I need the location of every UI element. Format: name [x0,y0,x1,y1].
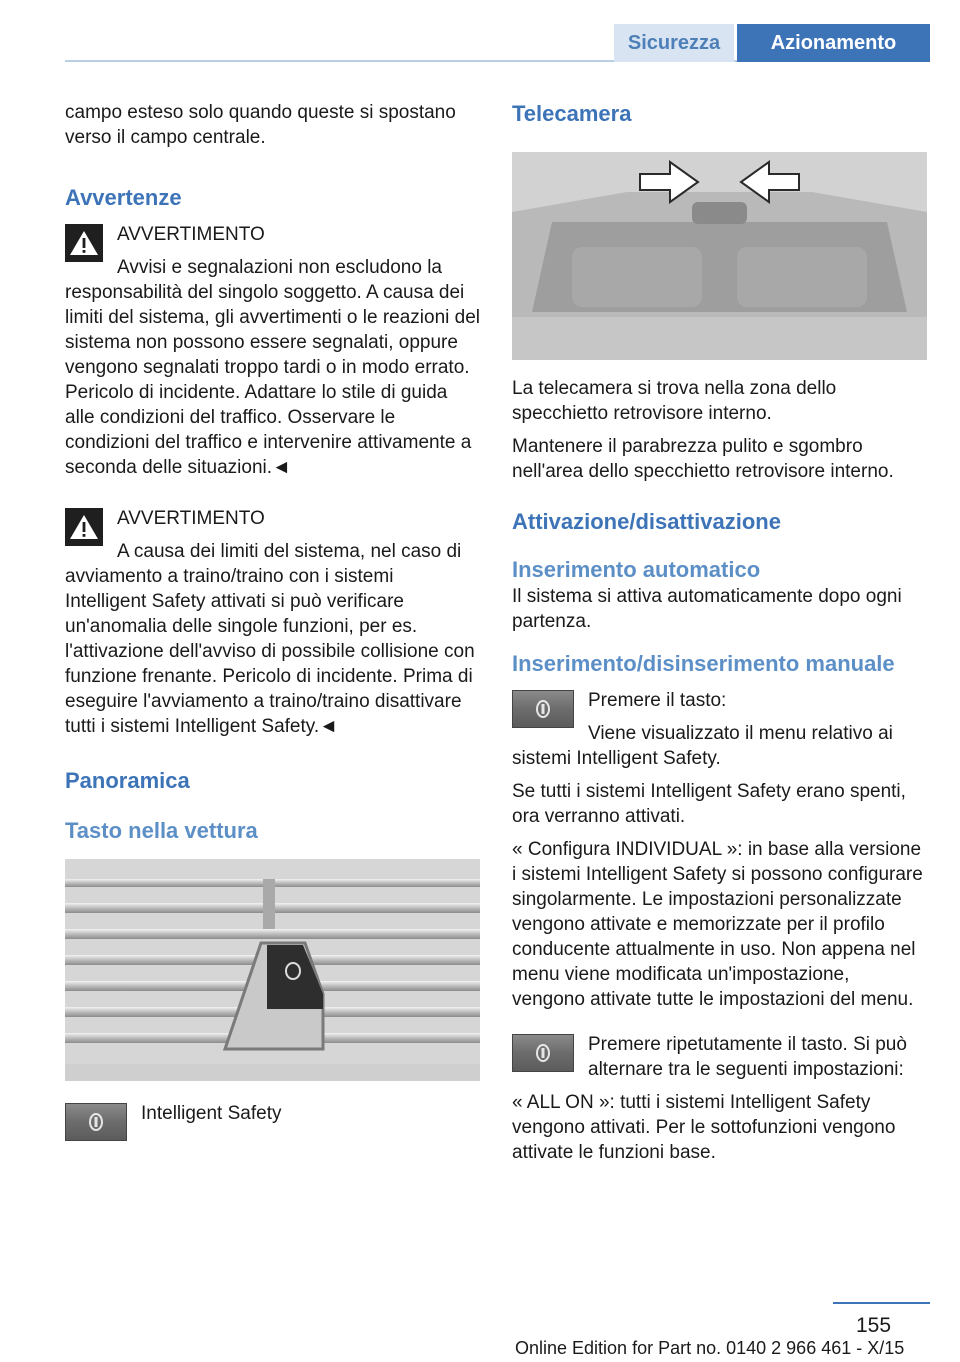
intelligent-safety-button-icon [512,1034,574,1072]
camera-paragraph-1: La telecamera si trova nella zona dello specchietto retrovisore interno. [512,378,837,424]
warning-2-body: A causa dei limiti del sistema, nel caso di avviamento a traino/traino con i sistemi Intelligent Safety attivati si può verificare un'anomalia delle singole funzioni, per es. l'attivazione dell'avviso di possibile collisione con funzione frenante. Pericolo di incidente. Prima di eseguire l'avviamento a traino/traino disattivare tutti i sistemi Intelligent Safety.◄ [65,541,475,737]
intro-paragraph: campo esteso solo quando queste si spostano verso il campo centrale. [65,102,456,148]
button-photo [65,859,480,1081]
tab-azionamento[interactable]: Azionamento [737,24,930,62]
warning-block-1 [65,222,480,480]
button-legend [65,1101,480,1145]
manual-block [512,688,927,771]
intelligent-safety-button-icon [512,690,574,728]
warning-1-title: AVVERTIMENTO [117,224,265,245]
manual-paragraph-2: Se tutti i sistemi Intelligent Safety erano spenti, ora verranno attivati. [512,781,906,827]
repeat-press-text: Premere ripetutamente il tasto. Si può alternare tra le seguenti impostazioni: [588,1034,907,1080]
warning-triangle-icon [65,224,103,262]
heading-avvertenze: Avvertenze [65,185,182,210]
repeat-block [512,1032,927,1090]
intelligent-safety-button-icon [65,1103,127,1141]
right-column [512,100,927,1173]
footer-rule [833,1302,930,1304]
manual-paragraph-3: « Configura INDIVIDUAL »: in base alla versione i sistemi Intelligent Safety si possono configurare singolarmente. Le impostazioni personalizzate vengono attivate e memorizzate per il profilo conducente attualmente in uso. Non appena nel menu viene modificata un'impostazione, vengono attivate tutte le impostazioni del menu. [512,839,923,1010]
warning-1-body: Avvisi e segnalazioni non escludono la responsabilità del singolo soggetto. A causa dei limiti del sistema, gli avvertimenti o le reazioni del sistema non possono essere segnalati, oppure vengono segnalati troppo tardi o in modo errato. Pericolo di incidente. Adattare lo stile di guida alle condizioni del traffico. Osservare le condizioni del traffico e intervenire attivamente a seconda delle situazioni.◄ [65,257,480,478]
edition-footer: Online Edition for Part no. 0140 2 966 461 - X/15 [515,1338,905,1358]
auto-paragraph: Il sistema si attiva automaticamente dopo ogni partenza. [512,586,902,632]
all-on-paragraph: « ALL ON »: tutti i sistemi Intelligent Safety vengono attivati. Per le sottofunzioni vengono attivate le funzioni base. [512,1092,896,1163]
heading-inserimento-automatico: Inserimento automatico [512,557,761,582]
heading-panoramica: Panoramica [65,768,190,793]
manual-menu-text: Viene visualizzato il menu relativo ai sistemi Intelligent Safety. [512,723,893,769]
camera-paragraph-2: Mantenere il parabrezza pulito e sgombro nell'area dello specchietto retrovisore interno. [512,436,894,482]
tab-sicurezza[interactable]: Sicurezza [614,24,734,62]
heading-telecamera: Telecamera [512,101,632,126]
warning-block-2 [65,506,480,739]
camera-photo [512,152,927,360]
page-number: 155 [856,1314,892,1337]
heading-attivazione: Attivazione/disattivazione [512,509,781,534]
warning-triangle-icon [65,508,103,546]
warning-2-title: AVVERTIMENTO [117,508,265,529]
button-caption: Intelligent Safety [141,1103,282,1124]
heading-inserimento-manuale: Inserimento/disinserimento manuale [512,651,895,676]
heading-tasto-nella-vettura: Tasto nella vettura [65,818,258,843]
manual-press-text: Premere il tasto: [588,690,727,711]
left-column [65,100,480,1145]
